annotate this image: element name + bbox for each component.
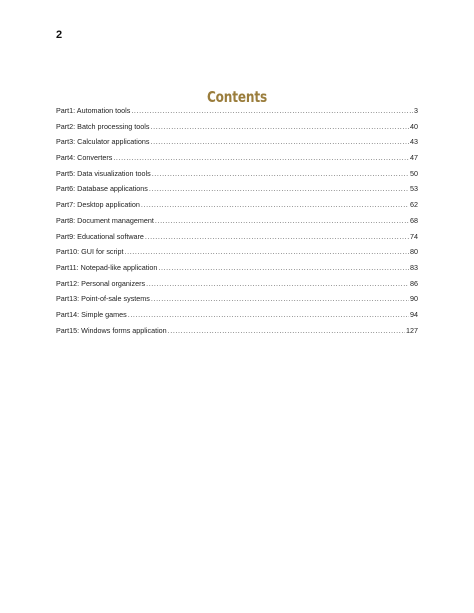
toc-entry-page: 74: [410, 231, 418, 241]
toc-entry-page: 90: [410, 294, 418, 304]
toc-entry-page: 40: [410, 121, 418, 131]
toc-entry-part8[interactable]: [56, 216, 418, 232]
dot-leader: [128, 310, 409, 319]
dot-leader: [151, 137, 410, 146]
dot-leader: [155, 216, 409, 225]
toc-entry-part5[interactable]: [56, 169, 418, 185]
table-of-contents: [56, 106, 418, 341]
toc-entry-part6[interactable]: [56, 184, 418, 200]
toc-entry-label: Part7: Desktop application: [56, 200, 140, 210]
toc-entry-label: Part14: Simple games: [56, 309, 127, 319]
toc-entry-page: 86: [410, 278, 418, 288]
dot-leader: [151, 294, 409, 303]
dot-leader: [141, 200, 409, 209]
dot-leader: [145, 232, 409, 241]
toc-entry-part3[interactable]: [56, 137, 418, 153]
toc-entry-label: Part2: Batch processing tools: [56, 121, 150, 131]
toc-entry-part13[interactable]: [56, 294, 418, 310]
toc-entry-label: Part1: Automation tools: [56, 106, 131, 115]
dot-leader: [113, 153, 409, 162]
toc-entry-page: 43: [410, 137, 418, 147]
toc-entry-label: Part9: Educational software: [56, 231, 144, 241]
dot-leader: [131, 106, 413, 115]
toc-entry-part2[interactable]: [56, 122, 418, 138]
dot-leader: [168, 326, 405, 335]
toc-entry-part15[interactable]: [56, 326, 418, 342]
dot-leader: [125, 247, 409, 256]
toc-entry-label: Part10: GUI for script: [56, 247, 124, 257]
toc-entry-part10[interactable]: [56, 247, 418, 263]
toc-title: Contents: [206, 88, 268, 106]
dot-leader: [146, 279, 409, 288]
toc-entry-label: Part13: Point-of-sale systems: [56, 294, 150, 304]
toc-entry-part9[interactable]: [56, 232, 418, 248]
toc-entry-part14[interactable]: [56, 310, 418, 326]
toc-entry-page: 127: [406, 325, 418, 335]
toc-entry-part7[interactable]: [56, 200, 418, 216]
toc-entry-part12[interactable]: [56, 279, 418, 295]
toc-entry-part4[interactable]: [56, 153, 418, 169]
dot-leader: [149, 184, 409, 193]
toc-entry-page: 47: [410, 153, 418, 163]
toc-entry-page: 53: [410, 184, 418, 194]
toc-entry-label: Part11: Notepad-like application: [56, 262, 158, 272]
toc-entry-label: Part3: Calculator applications: [56, 137, 150, 147]
toc-entry-page: 50: [410, 168, 418, 178]
dot-leader: [152, 169, 409, 178]
toc-entry-label: Part15: Windows forms application: [56, 325, 167, 335]
toc-entry-part1[interactable]: [56, 106, 418, 122]
toc-entry-page: 83: [410, 262, 418, 272]
dot-leader: [151, 122, 410, 131]
toc-entry-label: Part4: Converters: [56, 153, 113, 163]
toc-entry-page: 3: [414, 106, 418, 115]
page-number: 2: [56, 29, 63, 41]
toc-entry-page: 62: [410, 200, 418, 210]
dot-leader: [158, 263, 409, 272]
toc-entry-label: Part12: Personal organizers: [56, 278, 146, 288]
toc-entry-page: 94: [410, 309, 418, 319]
toc-entry-label: Part5: Data visualization tools: [56, 168, 151, 178]
toc-entry-part11[interactable]: [56, 263, 418, 279]
toc-entry-page: 80: [410, 247, 418, 257]
toc-entry-label: Part6: Database applications: [56, 184, 148, 194]
toc-entry-page: 68: [410, 215, 418, 225]
toc-entry-label: Part8: Document management: [56, 215, 154, 225]
